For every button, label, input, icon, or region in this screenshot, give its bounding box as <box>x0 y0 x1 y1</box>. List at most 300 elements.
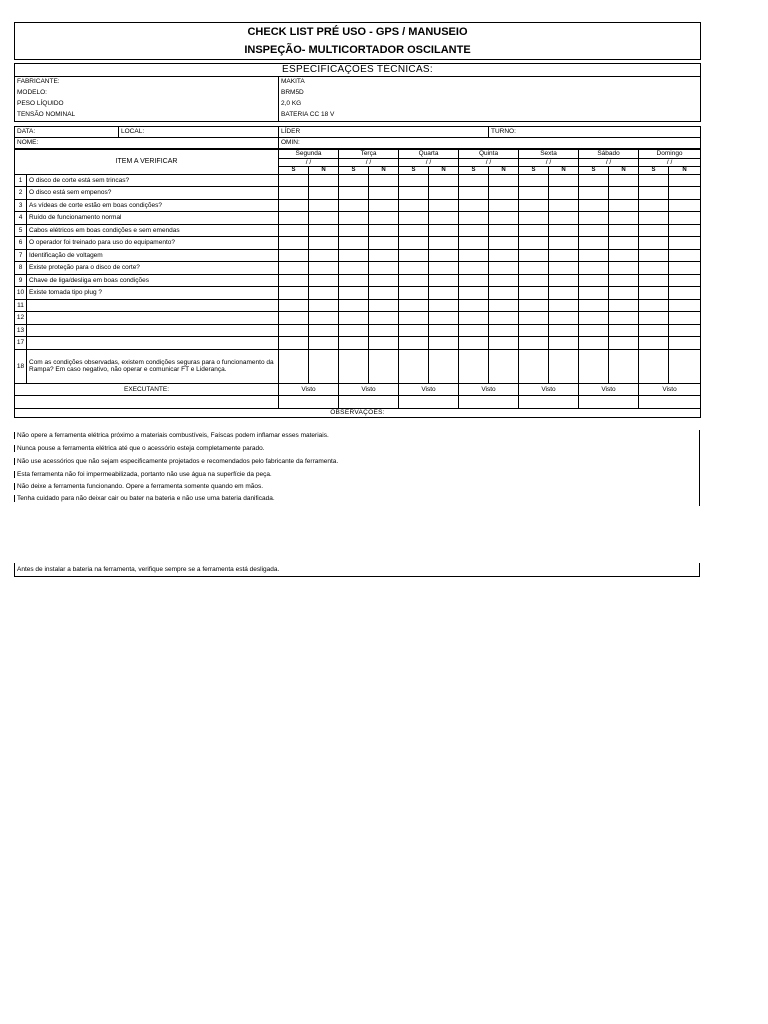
check-cell[interactable] <box>459 199 489 212</box>
check-cell[interactable] <box>459 212 489 225</box>
check-cell[interactable] <box>669 324 701 337</box>
check-cell[interactable] <box>369 337 399 350</box>
check-cell[interactable] <box>339 199 369 212</box>
check-cell[interactable] <box>489 299 519 312</box>
check-cell[interactable] <box>489 199 519 212</box>
checklist-sheet <box>14 22 700 418</box>
item-number: 8 <box>15 262 27 275</box>
signature-cell[interactable] <box>519 395 579 408</box>
signature-cell[interactable] <box>15 395 279 408</box>
check-cell[interactable] <box>639 287 669 300</box>
check-cell[interactable] <box>459 324 489 337</box>
check-cell[interactable] <box>549 312 579 325</box>
item-text: Cabos elétricos em boas condições e sem emendas <box>27 224 279 237</box>
check-cell[interactable] <box>489 174 519 187</box>
check-cell[interactable] <box>579 237 609 250</box>
check-cell[interactable] <box>489 249 519 262</box>
check-cell[interactable] <box>609 299 639 312</box>
check-cell[interactable] <box>369 287 399 300</box>
check-cell[interactable] <box>609 337 639 350</box>
check-cell[interactable] <box>309 187 339 200</box>
check-cell[interactable] <box>369 187 399 200</box>
check-cell[interactable] <box>459 287 489 300</box>
day-header: Terça <box>339 149 399 158</box>
day-header: Segunda <box>279 149 339 158</box>
day-header: Sexta <box>519 149 579 158</box>
item-text: O disco está sem empenos? <box>27 187 279 200</box>
check-cell[interactable] <box>609 249 639 262</box>
check-cell[interactable] <box>579 337 609 350</box>
check-cell[interactable] <box>639 274 669 287</box>
check-cell[interactable] <box>549 274 579 287</box>
check-cell[interactable] <box>669 262 701 275</box>
nao-header: N <box>369 166 399 174</box>
table-row <box>15 274 701 287</box>
table-row <box>15 324 701 337</box>
check-cell[interactable] <box>309 287 339 300</box>
check-cell[interactable] <box>579 212 609 225</box>
check-cell[interactable] <box>669 237 701 250</box>
check-cell[interactable] <box>339 249 369 262</box>
check-cell[interactable] <box>519 224 549 237</box>
nao-header: N <box>489 166 519 174</box>
check-cell[interactable] <box>309 337 339 350</box>
signature-cell[interactable] <box>399 395 459 408</box>
check-cell[interactable] <box>279 287 309 300</box>
check-cell[interactable] <box>639 249 669 262</box>
check-cell[interactable] <box>309 262 339 275</box>
item-text: Ruído de funcionamento normal <box>27 212 279 225</box>
check-cell[interactable] <box>639 199 669 212</box>
check-cell[interactable] <box>339 237 369 250</box>
check-cell[interactable] <box>549 224 579 237</box>
observations-heading: OBSERVAÇÕES: <box>15 408 701 417</box>
check-cell[interactable] <box>339 349 369 383</box>
item-number: 2 <box>15 187 27 200</box>
local-field[interactable]: LOCAL: <box>119 126 279 137</box>
item-text: Com as condições observadas, existem condições seguras para o funcionamento da Rampa? Em caso negativo, não operar e comunicar FT e Liderança. <box>27 349 279 383</box>
check-cell[interactable] <box>489 337 519 350</box>
document-subtitle: INSPEÇÃO- MULTICORTADOR OSCILANTE <box>15 41 701 60</box>
check-cell[interactable] <box>309 199 339 212</box>
check-cell[interactable] <box>459 174 489 187</box>
item-number: 4 <box>15 212 27 225</box>
check-cell[interactable] <box>429 237 459 250</box>
table-row <box>15 249 701 262</box>
check-cell[interactable] <box>369 349 399 383</box>
check-cell[interactable] <box>279 224 309 237</box>
check-cell[interactable] <box>309 312 339 325</box>
check-cell[interactable] <box>279 262 309 275</box>
check-cell[interactable] <box>339 274 369 287</box>
check-cell[interactable] <box>639 299 669 312</box>
check-cell[interactable] <box>369 324 399 337</box>
check-cell[interactable] <box>279 237 309 250</box>
nao-header: N <box>669 166 701 174</box>
check-cell[interactable] <box>369 262 399 275</box>
visto-cell[interactable]: Visto <box>519 383 579 395</box>
check-cell[interactable] <box>279 324 309 337</box>
check-cell[interactable] <box>279 174 309 187</box>
observation-line: Nunca pouse a ferramenta elétrica até que o acessório esteja completamente parado. <box>14 445 700 452</box>
spec-label: FABRICANTE: <box>15 76 279 88</box>
item-number: 9 <box>15 274 27 287</box>
check-cell[interactable] <box>339 299 369 312</box>
sim-header: S <box>459 166 489 174</box>
observation-line: Não opere a ferramenta elétrica próximo a materiais combustíveis, Faíscas podem inflamar esses materiais. <box>14 432 700 439</box>
check-cell[interactable] <box>429 324 459 337</box>
check-cell[interactable] <box>609 212 639 225</box>
item-text: Existe proteção para o disco de corte? <box>27 262 279 275</box>
check-cell[interactable] <box>279 274 309 287</box>
item-text <box>27 312 279 325</box>
check-cell[interactable] <box>639 187 669 200</box>
check-cell[interactable] <box>339 312 369 325</box>
day-date-field[interactable]: / / <box>399 158 459 166</box>
check-cell[interactable] <box>399 349 429 383</box>
check-cell[interactable] <box>489 187 519 200</box>
check-cell[interactable] <box>429 187 459 200</box>
right-border <box>699 430 700 506</box>
check-cell[interactable] <box>399 299 429 312</box>
check-cell[interactable] <box>579 224 609 237</box>
item-rows <box>15 174 701 349</box>
check-cell[interactable] <box>549 299 579 312</box>
check-cell[interactable] <box>279 312 309 325</box>
check-cell[interactable] <box>669 249 701 262</box>
check-cell[interactable] <box>399 274 429 287</box>
check-cell[interactable] <box>429 224 459 237</box>
item-number: 3 <box>15 199 27 212</box>
check-cell[interactable] <box>519 349 549 383</box>
check-cell[interactable] <box>399 199 429 212</box>
check-cell[interactable] <box>549 237 579 250</box>
check-cell[interactable] <box>279 249 309 262</box>
check-cell[interactable] <box>519 237 549 250</box>
check-cell[interactable] <box>489 212 519 225</box>
visto-cell[interactable]: Visto <box>399 383 459 395</box>
check-cell[interactable] <box>459 349 489 383</box>
check-cell[interactable] <box>429 199 459 212</box>
check-cell[interactable] <box>339 174 369 187</box>
check-cell[interactable] <box>609 224 639 237</box>
check-cell[interactable] <box>549 187 579 200</box>
table-row <box>15 224 701 237</box>
check-cell[interactable] <box>549 262 579 275</box>
check-cell[interactable] <box>579 324 609 337</box>
check-cell[interactable] <box>339 262 369 275</box>
check-cell[interactable] <box>519 212 549 225</box>
check-cell[interactable] <box>549 174 579 187</box>
check-cell[interactable] <box>579 312 609 325</box>
check-cell[interactable] <box>369 199 399 212</box>
check-cell[interactable] <box>309 274 339 287</box>
check-cell[interactable] <box>609 262 639 275</box>
check-cell[interactable] <box>519 337 549 350</box>
check-cell[interactable] <box>399 187 429 200</box>
check-cell[interactable] <box>459 337 489 350</box>
check-cell[interactable] <box>279 299 309 312</box>
visto-cell[interactable]: Visto <box>459 383 519 395</box>
check-cell[interactable] <box>279 212 309 225</box>
check-cell[interactable] <box>429 249 459 262</box>
check-cell[interactable] <box>459 312 489 325</box>
check-cell[interactable] <box>489 274 519 287</box>
check-cell[interactable] <box>399 324 429 337</box>
check-cell[interactable] <box>399 212 429 225</box>
check-cell[interactable] <box>369 249 399 262</box>
header-table <box>14 22 701 60</box>
battery-note: Antes de instalar a bateria na ferramenta, verifique sempre se a ferramenta está desligada. <box>14 563 700 577</box>
check-cell[interactable] <box>549 199 579 212</box>
check-cell[interactable] <box>309 349 339 383</box>
check-cell[interactable] <box>579 274 609 287</box>
check-cell[interactable] <box>309 299 339 312</box>
check-cell[interactable] <box>579 174 609 187</box>
check-cell[interactable] <box>549 324 579 337</box>
check-cell[interactable] <box>369 224 399 237</box>
check-cell[interactable] <box>429 337 459 350</box>
check-cell[interactable] <box>459 262 489 275</box>
visto-cell[interactable]: Visto <box>579 383 639 395</box>
day-header: Domingo <box>639 149 701 158</box>
observation-line: Tenha cuidado para não deixar cair ou bater na bateria e não use uma bateria danificada. <box>14 495 700 502</box>
check-cell[interactable] <box>489 324 519 337</box>
check-cell[interactable] <box>549 287 579 300</box>
visto-cell[interactable]: Visto <box>639 383 701 395</box>
check-cell[interactable] <box>609 324 639 337</box>
observation-line: Esta ferramenta não foi impermeabilizada, portanto não use água na superfície da peça. <box>14 471 700 478</box>
check-cell[interactable] <box>579 349 609 383</box>
check-cell[interactable] <box>639 324 669 337</box>
item-header: ITEM A VERIFICAR <box>15 149 279 174</box>
check-cell[interactable] <box>489 262 519 275</box>
check-cell[interactable] <box>579 262 609 275</box>
day-date-field[interactable]: / / <box>279 158 339 166</box>
item-text <box>27 299 279 312</box>
signature-cell[interactable] <box>639 395 701 408</box>
check-cell[interactable] <box>309 224 339 237</box>
check-cell[interactable] <box>639 224 669 237</box>
check-cell[interactable] <box>429 262 459 275</box>
sim-header: S <box>399 166 429 174</box>
check-cell[interactable] <box>429 299 459 312</box>
check-cell[interactable] <box>459 274 489 287</box>
check-cell[interactable] <box>519 324 549 337</box>
item-text <box>27 324 279 337</box>
day-date-field[interactable]: / / <box>519 158 579 166</box>
check-cell[interactable] <box>519 287 549 300</box>
table-row <box>15 199 701 212</box>
check-cell[interactable] <box>369 299 399 312</box>
check-cell[interactable] <box>609 274 639 287</box>
check-cell[interactable] <box>639 337 669 350</box>
check-cell[interactable] <box>579 249 609 262</box>
check-cell[interactable] <box>609 187 639 200</box>
check-cell[interactable] <box>519 174 549 187</box>
check-cell[interactable] <box>279 199 309 212</box>
check-cell[interactable] <box>549 337 579 350</box>
check-cell[interactable] <box>369 212 399 225</box>
day-header: Quarta <box>399 149 459 158</box>
check-cell[interactable] <box>669 224 701 237</box>
check-cell[interactable] <box>669 349 701 383</box>
check-cell[interactable] <box>309 237 339 250</box>
check-cell[interactable] <box>459 237 489 250</box>
check-cell[interactable] <box>609 349 639 383</box>
executante-label: EXECUTANTE: <box>15 383 279 395</box>
check-cell[interactable] <box>609 199 639 212</box>
check-cell[interactable] <box>669 312 701 325</box>
check-cell[interactable] <box>639 349 669 383</box>
check-cell[interactable] <box>399 262 429 275</box>
item-number: 13 <box>15 324 27 337</box>
day-date-field[interactable]: / / <box>339 158 399 166</box>
visto-cell[interactable]: Visto <box>339 383 399 395</box>
check-cell[interactable] <box>519 187 549 200</box>
check-cell[interactable] <box>639 174 669 187</box>
date-field[interactable]: DATA: <box>15 126 119 137</box>
check-cell[interactable] <box>519 262 549 275</box>
check-cell[interactable] <box>669 337 701 350</box>
day-date-field[interactable]: / / <box>459 158 519 166</box>
check-cell[interactable] <box>399 249 429 262</box>
check-cell[interactable] <box>459 249 489 262</box>
item-number: 11 <box>15 299 27 312</box>
check-cell[interactable] <box>669 174 701 187</box>
check-cell[interactable] <box>489 237 519 250</box>
check-cell[interactable] <box>549 212 579 225</box>
check-cell[interactable] <box>669 199 701 212</box>
check-cell[interactable] <box>669 187 701 200</box>
check-cell[interactable] <box>369 174 399 187</box>
check-cell[interactable] <box>609 174 639 187</box>
check-cell[interactable] <box>669 212 701 225</box>
check-cell[interactable] <box>339 224 369 237</box>
check-cell[interactable] <box>609 237 639 250</box>
check-cell[interactable] <box>609 287 639 300</box>
check-cell[interactable] <box>669 299 701 312</box>
check-cell[interactable] <box>339 337 369 350</box>
check-cell[interactable] <box>489 349 519 383</box>
checklist-table <box>14 149 701 418</box>
check-cell[interactable] <box>399 287 429 300</box>
check-cell[interactable] <box>519 249 549 262</box>
spec-value: BRM5D <box>279 88 701 99</box>
check-cell[interactable] <box>579 287 609 300</box>
check-cell[interactable] <box>579 299 609 312</box>
check-cell[interactable] <box>369 274 399 287</box>
check-cell[interactable] <box>279 349 309 383</box>
check-cell[interactable] <box>459 224 489 237</box>
check-cell[interactable] <box>489 312 519 325</box>
sim-header: S <box>639 166 669 174</box>
check-cell[interactable] <box>429 212 459 225</box>
nao-header: N <box>309 166 339 174</box>
table-row <box>15 174 701 187</box>
check-cell[interactable] <box>309 174 339 187</box>
day-header: Quinta <box>459 149 519 158</box>
check-cell[interactable] <box>369 237 399 250</box>
item-number: 12 <box>15 312 27 325</box>
signature-cell[interactable] <box>279 395 339 408</box>
check-cell[interactable] <box>339 324 369 337</box>
check-cell[interactable] <box>489 224 519 237</box>
check-cell[interactable] <box>639 237 669 250</box>
signature-cell[interactable] <box>579 395 639 408</box>
check-cell[interactable] <box>399 224 429 237</box>
check-cell[interactable] <box>279 187 309 200</box>
shift-field[interactable]: TURNO: <box>489 126 701 137</box>
omin-field[interactable]: OMIN: <box>279 137 701 148</box>
check-cell[interactable] <box>429 349 459 383</box>
leader-field[interactable]: LÍDER <box>279 126 489 137</box>
check-cell[interactable] <box>339 212 369 225</box>
item-number: 5 <box>15 224 27 237</box>
check-cell[interactable] <box>519 199 549 212</box>
check-cell[interactable] <box>399 237 429 250</box>
observation-line: Não deixe a ferramenta funcionando. Opere a ferramenta somente quando em mãos. <box>14 483 700 490</box>
check-cell[interactable] <box>429 274 459 287</box>
specs-heading: ESPECIFICAÇÕES TÉCNICAS: <box>15 64 701 77</box>
day-date-field[interactable]: / / <box>639 158 701 166</box>
check-cell[interactable] <box>429 312 459 325</box>
check-cell[interactable] <box>339 287 369 300</box>
signature-cell[interactable] <box>459 395 519 408</box>
check-cell[interactable] <box>519 299 549 312</box>
check-cell[interactable] <box>549 249 579 262</box>
item-number: 1 <box>15 174 27 187</box>
check-cell[interactable] <box>399 312 429 325</box>
observation-line: Não use acessórios que não sejam especificamente projetados e recomendados pelo fabricante da ferramenta. <box>14 458 700 465</box>
visto-cell[interactable]: Visto <box>279 383 339 395</box>
check-cell[interactable] <box>399 174 429 187</box>
name-field[interactable]: NOME: <box>15 137 279 148</box>
check-cell[interactable] <box>519 312 549 325</box>
spec-label: TENSÃO NOMINAL <box>15 110 279 122</box>
check-cell[interactable] <box>429 287 459 300</box>
check-cell[interactable] <box>339 187 369 200</box>
check-cell[interactable] <box>369 312 399 325</box>
check-cell[interactable] <box>279 337 309 350</box>
check-cell[interactable] <box>639 212 669 225</box>
check-cell[interactable] <box>309 212 339 225</box>
check-cell[interactable] <box>639 312 669 325</box>
check-cell[interactable] <box>609 312 639 325</box>
check-cell[interactable] <box>669 274 701 287</box>
check-cell[interactable] <box>309 324 339 337</box>
day-date-field[interactable]: / / <box>579 158 639 166</box>
check-cell[interactable] <box>549 349 579 383</box>
item-text: As vídeas de corte estão em boas condições? <box>27 199 279 212</box>
table-row <box>15 237 701 250</box>
check-cell[interactable] <box>579 187 609 200</box>
check-cell[interactable] <box>519 274 549 287</box>
table-row <box>15 299 701 312</box>
item-text <box>27 337 279 350</box>
signature-cell[interactable] <box>339 395 399 408</box>
check-cell[interactable] <box>429 174 459 187</box>
check-cell[interactable] <box>489 287 519 300</box>
check-cell[interactable] <box>459 187 489 200</box>
check-cell[interactable] <box>459 299 489 312</box>
check-cell[interactable] <box>669 287 701 300</box>
item-number: 7 <box>15 249 27 262</box>
check-cell[interactable] <box>639 262 669 275</box>
check-cell[interactable] <box>399 337 429 350</box>
check-cell[interactable] <box>579 199 609 212</box>
check-cell[interactable] <box>309 249 339 262</box>
